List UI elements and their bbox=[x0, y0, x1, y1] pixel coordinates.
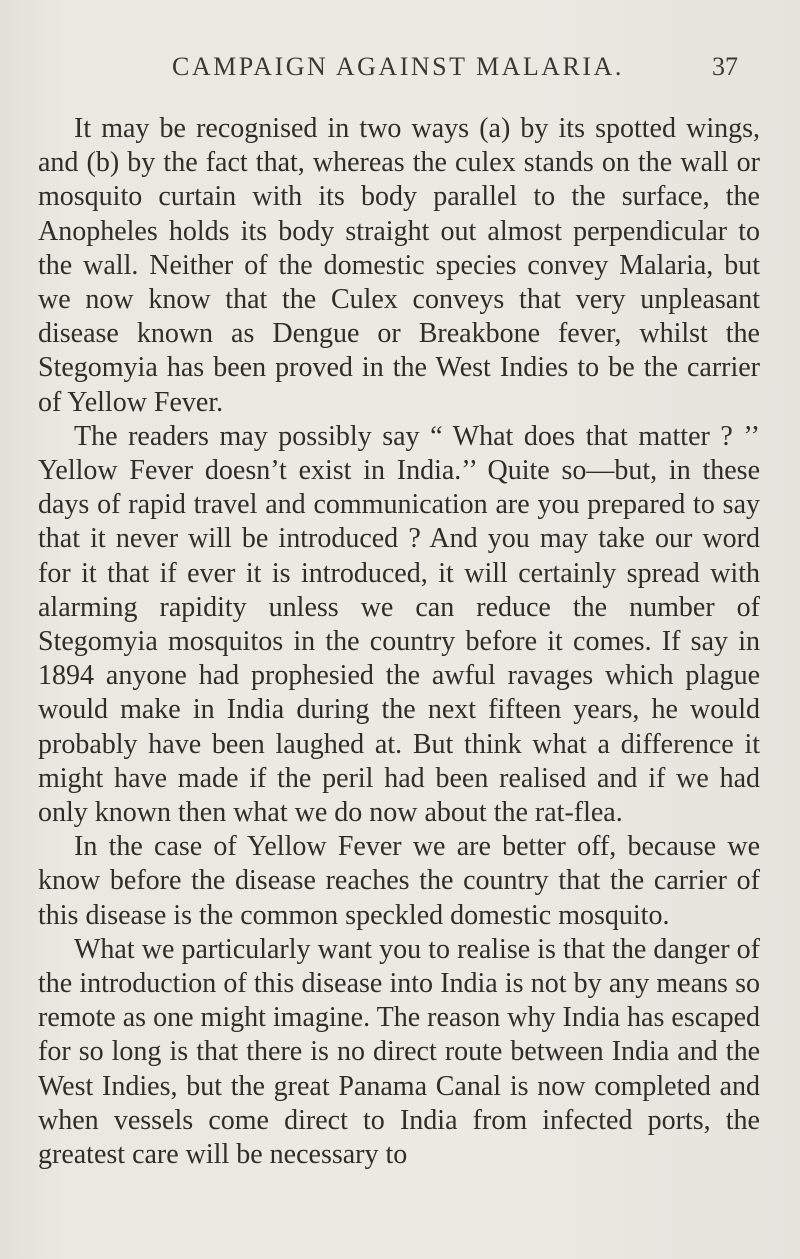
paragraph-2: The readers may possibly say “ What does that matter ? ’’ Yellow Fever doesn’t exist in India.’’ Quite so—but, in these days of rapid travel and communication are you prepared to say that it never will be introduced ? And you may take our word for it that if ever it is introduced, it will certainly spread with alarming rapidity unless we can reduce the number of Stegomyia mosquitos in the country before it comes. If say in 1894 anyone had prophesied the awful ravages which plague would make in India during the next fifteen years, he would probably have been laughed at. But think what a difference it might have made if the peril had been realised and if we had only known then what we do now about the rat-flea. bbox=[38, 420, 760, 829]
paragraph-3: In the case of Yellow Fever we are better off, because we know before the disease reaches the country that the carrier of this disease is the common speckled domestic mosquito. bbox=[38, 831, 760, 931]
running-head bbox=[0, 52, 800, 92]
body-text bbox=[38, 112, 760, 1172]
page-number: 37 bbox=[712, 52, 738, 81]
running-title: CAMPAIGN AGAINST MALARIA. bbox=[172, 52, 624, 81]
paragraph-4: What we particularly want you to realise is that the danger of the introduction of this disease into India is not by any means so remote as one might imagine. The reason why India has escaped for so long is that there is no direct route between India and the West Indies, but the great Panama Canal is now completed and when vessels come direct to India from infected ports, the greatest care will be necessary to bbox=[38, 933, 760, 1171]
paragraph-1: It may be recognised in two ways (a) by its spotted wings, and (b) by the fact that, whereas the culex stands on the wall or mosquito curtain with its body parallel to the surface, the Anopheles holds its body straight out almost perpendicular to the wall. Neither of the domestic species convey Malaria, but we now know that the Culex conveys that very unpleasant disease known as Dengue or Breakbone fever, whilst the Stegomyia has been proved in the West Indies to be the carrier of Yellow Fever. bbox=[38, 113, 760, 418]
